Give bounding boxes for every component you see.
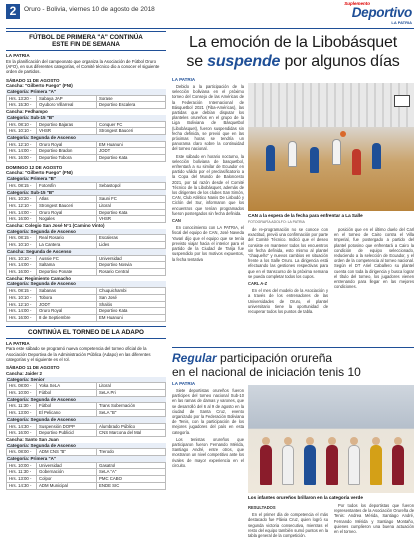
- basketball-photo: [248, 83, 414, 211]
- fixture-home: Deportivo Tobora: [37, 155, 97, 162]
- fixture-time: Hrs. 16:00 -: [7, 430, 37, 437]
- fixture-table: [6, 255, 166, 276]
- venue-heading: Cancha: "Gilberto Fuego" (FNI): [6, 170, 73, 176]
- headline-highlight: Regular: [172, 351, 217, 365]
- fixture-home: Oyuboro Villarreal: [37, 102, 97, 109]
- fixture-row: [7, 121, 166, 128]
- fixture-home: Fútbol: [37, 390, 97, 397]
- fixture-time: Hrs. 14:00 -: [7, 148, 37, 155]
- article-body-col1: Debido a la participación de la selección boliviana en el próximo torneo del Consejo de las Américas de la Federación Internacional de Básquetbol 2021 (Fiba-Américas), las partidas que debían disputar los planteles orureños en el grupo de la Liga Boliviana de Básquetbol (Libobásquet), fueron suspendidas sin fecha definida, se previó que en las próximas horas se tendría un panorama claro sobre la continuidad del torneo nacional. Este sábado en horario nocturno, la selección boliviana de basquetbol, enfrentará a su similar de Ecuador en partido válido por el preclasificatorio a la Copa del Mundo de Baloncesto 2021, por tal razón desde el Comité Técnico de la Libobásquet, además de los dirigentes de los clubes San Simón, CAN, Club Atlético Nanis De Lisbodó y Ciclón del Sur, informaron que los encuentros que tenían programados fueron postergados sin fecha definida. CAN En conocimiento con LA PATRIA, el fiscal del equipo de CAN, José Naveda Yavari dijo que el equipo que se tenía previsto viajar hacia el interior para el partido de la Ciudad de Tarija fue suspendido por los motivos expuestos, la fecha tentativa: [172, 84, 244, 262]
- fixture-row: [7, 383, 166, 390]
- fixture-time: Hrs. 10:10 -: [7, 255, 37, 262]
- fixture-home: Oruro Royal: [37, 209, 97, 216]
- fixture-away: Sebastopol: [97, 182, 166, 189]
- fixture-row: [7, 262, 166, 269]
- fixture-time: Hrs. 15:30 -: [7, 102, 37, 109]
- category-heading: Categoría: Primera "A": [6, 456, 166, 462]
- fixture-home: La Cantera: [37, 242, 97, 249]
- fixture-row: [7, 155, 166, 162]
- fixture-row: [7, 268, 166, 275]
- fixture-away: SeLA "A": [97, 469, 166, 476]
- fixture-table: [6, 448, 166, 456]
- fixture-time: Hrs. 16:00 -: [7, 314, 37, 321]
- fixture-table: [6, 382, 166, 396]
- headline-tennis: Regular participación orureña en el nacional de iniciación tenis 10: [172, 351, 361, 379]
- day-heading: SÁBADO 11 DE AGOSTO: [6, 365, 60, 371]
- schedule-column: [6, 31, 166, 542]
- fixture-home: Fotorsfin: [37, 182, 97, 189]
- day-heading: SÁBADO 11 DE AGOSTO: [6, 77, 60, 83]
- fixture-home: Sabanas: [37, 288, 97, 295]
- category-heading: Categoría: Sub-15 "B": [6, 190, 166, 196]
- fixture-table: [6, 182, 166, 190]
- fixture-time: Hrs. 08:15 -: [7, 182, 37, 189]
- fixture-row: [7, 141, 166, 148]
- article-body-col3: Por todos los deportistas que fueron representantes de la Asociación Orureña de Tenis: Andrea Mérida, Santiago André, Fernando Mérida y Santiago Montaño, quienes cumplieron una buena actuación en el torneo.: [334, 503, 414, 535]
- fixture-time: Hrs. 08:15 -: [7, 288, 37, 295]
- fixture-row: [7, 403, 166, 410]
- fixture-home: ADM CNS "B": [37, 449, 97, 456]
- category-heading: Categoría: Segunda de Ascenso: [6, 443, 166, 449]
- fixture-home: Universidad: [37, 462, 97, 469]
- venue-heading: Cancha: Fedhampo: [6, 109, 48, 115]
- fixture-row: [7, 95, 166, 102]
- fixture-row: [7, 102, 166, 109]
- fixture-row: [7, 182, 166, 189]
- fixture-row: [7, 202, 166, 209]
- fixture-away: Sorase: [97, 95, 166, 102]
- fixture-home: Yoka SeLA: [37, 383, 97, 390]
- article-body-col2: de re-programación no se conoce con exactitud, previó una confirmación por parte del Comité Técnico. Indicó que el deseo consiste en mantener todos los encuentros sin fecha definida, esto mismo al plantel "chaqueño" y nuevos cambios en situación frente a los Salle Oruro. La dirigencia está efectuando las gestiones respectivas para que en el transcurso de la próxima semana se pueda completar todos los cupos. CARL A-Z En el mes del modelo de la Asociación y a través de los entrenadores de las Universidades de Oruro, el plantel universitario tiene la oportunidad de recuperar todos los puntos de tabla.: [248, 227, 328, 315]
- fixture-home: Oruro Royal: [37, 308, 97, 315]
- fixture-row: [7, 242, 166, 249]
- category-heading: Categoría: Sub-15 "B": [6, 115, 166, 121]
- intro-text: En la planificación del campeonato que organiza la Asociación de Fútbol Oruro (AFO), en sus diferentes categorías, el Comité técnico dio a conocer el siguiente orden de partidos.: [6, 58, 160, 75]
- fixture-home: Sabaya JAP: [37, 95, 97, 102]
- category-heading: Categoría: Senior: [6, 377, 166, 383]
- venue-heading: Cancha: Regimiento Camacho: [6, 275, 72, 281]
- fixture-time: Hrs. 16:00 -: [7, 155, 37, 162]
- fixture-time: Hrs. 13:20 -: [7, 95, 37, 102]
- fixture-home: Deportivo Bajaras: [37, 121, 97, 128]
- fixture-time: Hrs. 10:10 -: [7, 294, 37, 301]
- section-tag: LA PATRIA: [6, 340, 30, 346]
- fixture-home: Atlas: [37, 196, 97, 203]
- fixture-home: Aussie FC: [37, 255, 97, 262]
- section-tag: LA PATRIA: [6, 53, 30, 58]
- fixture-away: Deportivo Escalera: [97, 102, 166, 109]
- fixture-table: [6, 423, 166, 437]
- fixture-away: Sauni FC: [97, 196, 166, 203]
- fixture-row: [7, 148, 166, 155]
- fixture-home: JODT: [37, 301, 97, 308]
- fixture-time: Hrs. 14:30 -: [7, 423, 37, 430]
- venue-heading: Cancha: Colegio San José N°1 (Camino Vinto): [6, 223, 105, 229]
- fixture-row: [7, 462, 166, 469]
- fixture-away: Shalós: [97, 301, 166, 308]
- fixture-row: [7, 255, 166, 262]
- fixture-away: Conquer FC: [97, 121, 166, 128]
- fixture-away: Litoral: [97, 383, 166, 390]
- masthead: [0, 0, 420, 30]
- fixture-time: Hrs. 10:10 -: [7, 242, 37, 249]
- day-heading: DOMINGO 12 DE AGOSTO: [6, 164, 63, 170]
- category-heading: Categoría: Primera "A": [6, 89, 166, 95]
- fixture-home: Strongest Bauceri: [37, 202, 97, 209]
- fixture-home: El Pelicano: [37, 410, 97, 417]
- fixture-time: Hrs. 08:00 -: [7, 449, 37, 456]
- fixture-row: [7, 308, 166, 315]
- page-number: 2: [6, 4, 20, 19]
- fixture-time: Hrs. 16:00 -: [7, 268, 37, 275]
- fixture-home: 8 de Septiembre: [37, 314, 97, 321]
- fixture-home: Colpor: [37, 476, 97, 483]
- section-divider: [172, 347, 414, 348]
- fixture-row: [7, 301, 166, 308]
- fixture-away: EM Huanuni: [97, 141, 166, 148]
- articles-column: [172, 31, 414, 542]
- headline-basketball: La emoción de la Libobásquet se suspende por algunos días: [186, 34, 400, 70]
- fixture-away: Alumbrado Público: [97, 423, 166, 430]
- fixture-table: [6, 462, 166, 490]
- dateline: Oruro - Bolivia, viernes 10 de agosto de 2018: [24, 6, 155, 13]
- fixture-away: VHSR: [97, 216, 166, 223]
- fixture-home: Deportivo Bradon: [37, 148, 97, 155]
- fixture-time: Hrs. 16:00 -: [7, 216, 37, 223]
- fixture-away: SeLA "B": [97, 410, 166, 417]
- fixture-row: [7, 423, 166, 430]
- fixture-row: [7, 235, 166, 242]
- fixture-time: Hrs. 12:10 -: [7, 301, 37, 308]
- fixture-home: Gobernación: [37, 469, 97, 476]
- headline-highlight: suspende: [207, 53, 281, 70]
- photo-caption: CAN a la espera de la fecha para enfrentar a La Salle: [248, 213, 363, 218]
- fixture-row: [7, 216, 166, 223]
- fixture-away: Deportivo Nosvia: [97, 262, 166, 269]
- logo-super: Suplemento: [344, 1, 370, 6]
- photo-credit: FOTOGRAFÍA ADOLFO: LA PATRIA: [248, 220, 305, 224]
- category-heading: Categoría: Segunda de Ascenso: [6, 229, 166, 235]
- article-body-col3: posición que en el último duelo del Carl en el torneo de Cairo contra el Villa Imperial, fue postergado a partido del plantel potosino que enfrentará a Cairo la condición de equipo seleccionado, reduciendo a la selección de Ecuador, y el orden de la competencia al torneo nacional. Según el DT Ariel Caballero su plantel cuenta con toda la dirigencia y busca lograr el título del torneo, los jugadores vienen entrenando para llegar en las mejores condiciones.: [334, 227, 414, 290]
- fixture-row: [7, 196, 166, 203]
- fixture-table: [6, 234, 166, 248]
- fixture-home: Nogales: [37, 216, 97, 223]
- fixture-time: Hrs. 08:10 -: [7, 121, 37, 128]
- fixture-away: Gasatrol: [97, 462, 166, 469]
- fixture-time: Hrs. 10:00 -: [7, 462, 37, 469]
- fixture-time: Hrs. 08:15 -: [7, 235, 37, 242]
- fixture-row: [7, 128, 166, 135]
- fixture-time: Hrs. 12:10 -: [7, 202, 37, 209]
- fixture-row: [7, 410, 166, 417]
- fixture-away: Litoral: [97, 202, 166, 209]
- venue-heading: Cancha: "Gilberto Fuego" (FNI): [6, 83, 73, 89]
- venue-heading: Cancha: Santo San Juan: [6, 436, 59, 442]
- adapo-box-title: CONTINÚA EL TORNEO DE LA ADAPO: [6, 326, 166, 339]
- article-body-col1: Siete deportistas orureños fueron partícipes del torneo nacional Sub-10 en las ramas de damas y varones, que se desarrolló del 6 al 9 de agosto en la ciudad de Santa Cruz, evento organizado por la Federación Boliviana de Tenis, con la participación de los mejores jugadores del país en esta categoría. Los tenistas orureños que participaron fueron Fernando Mérida, Santiago André, entre otros, que mostraron un nivel competitivo ante los rivales de mayor experiencia en el circuito.: [172, 388, 244, 468]
- fixture-row: [7, 430, 166, 437]
- fixture-row: [7, 294, 166, 301]
- fixture-row: [7, 469, 166, 476]
- fixture-time: Hrs. 10:10 -: [7, 128, 37, 135]
- fixture-away: CNS Marcona del Mal: [97, 430, 166, 437]
- fixture-time: Hrs. 14:00 -: [7, 209, 37, 216]
- fixture-home: Real Rosario: [37, 235, 97, 242]
- venue-heading: Cancha: Jaider 2: [6, 370, 43, 376]
- fixture-away: Deportivo Kata: [97, 209, 166, 216]
- fixture-table: [6, 95, 166, 109]
- section-tag: LA PATRIA: [172, 77, 196, 82]
- fixture-time: Hrs. 11:30 -: [7, 469, 37, 476]
- fixture-row: [7, 482, 166, 489]
- fixture-table: [6, 121, 166, 135]
- fixture-row: [7, 288, 166, 295]
- logo: [322, 1, 414, 29]
- fixture-away: Escaleras: [97, 235, 166, 242]
- fixture-home: Deportivo Ponate: [37, 268, 97, 275]
- fixture-time: Hrs. 11:30 -: [7, 403, 37, 410]
- fixture-away: San José: [97, 294, 166, 301]
- intro-text: Para este sábado se programó nueva competencia del torneo oficial de la Asociación Deportiva de la Administración Pública (Adapo) en las diferentes categorías y el siguiente es el rol.: [6, 346, 151, 362]
- fixture-row: [7, 476, 166, 483]
- fixture-time: Hrs. 10:00 -: [7, 390, 37, 397]
- photo-caption: Los infantes orureños brillaron en la categoría verde: [248, 495, 363, 500]
- fixture-row: [7, 314, 166, 321]
- fixture-table: [6, 287, 166, 322]
- fixture-away: EM Huanuni: [97, 314, 166, 321]
- fixture-away: Rosario Central: [97, 268, 166, 275]
- fixture-table: [6, 402, 166, 416]
- fixture-time: Hrs. 10:20 -: [7, 196, 37, 203]
- category-heading: Categoría: Primera "B": [6, 176, 166, 182]
- fixture-time: Hrs. 13:00 -: [7, 476, 37, 483]
- fixture-row: [7, 390, 166, 397]
- fixture-time: Hrs. 08:00 -: [7, 383, 37, 390]
- category-heading: Categoría: Segunda de Ascenso: [6, 397, 166, 403]
- fixture-away: Universidad: [97, 255, 166, 262]
- category-heading: Categoría: Segunda de Ascenso: [6, 417, 166, 423]
- category-heading: Categoría: Segunda de Ascenso: [6, 135, 166, 141]
- fixture-home: Oruro Royal: [37, 141, 97, 148]
- fixture-away: Trerodo: [97, 449, 166, 456]
- fixture-home: ADM Municipal: [37, 482, 97, 489]
- fixture-away: Deportivo Kata: [97, 155, 166, 162]
- fixture-time: Hrs. 14:30 -: [7, 482, 37, 489]
- fixture-away: Trans Sobernación: [97, 403, 166, 410]
- article-body-col2: RESULTADOS En el primer día de competencia el más destacado fue Flávia Cruz, quien logró su segunda victoria consecutiva, mientras el resto del equipo también sumó puntos en la tabla general de la competición.: [248, 505, 328, 539]
- fixture-home: Suspensión DOPP: [37, 423, 97, 430]
- logo-sub: LA PATRIA: [391, 20, 412, 25]
- fixture-away: SeLA Pri: [97, 390, 166, 397]
- category-heading: Cancha: Segunda de Ascenso: [6, 249, 166, 255]
- fixture-time: Hrs. 14:00 -: [7, 308, 37, 315]
- fixture-away: Chuquichambi: [97, 288, 166, 295]
- fixture-away: Strongest Bauceri: [97, 128, 166, 135]
- fixture-home: VHSR: [37, 128, 97, 135]
- fixture-home: Tobora: [37, 294, 97, 301]
- football-box-title: FÚTBOL DE PRIMERA "A" CONTINÚA ESTE FIN DE SEMANA: [6, 31, 166, 51]
- fixture-row: [7, 209, 166, 216]
- fixture-table: [6, 141, 166, 162]
- fixture-time: Hrs. 14:00 -: [7, 262, 37, 269]
- fixture-away: Lides: [97, 242, 166, 249]
- tennis-photo: [248, 385, 414, 493]
- top-rule: [6, 28, 414, 29]
- fixture-away: PMC CABO: [97, 476, 166, 483]
- fixture-away: ENDE SIC: [97, 482, 166, 489]
- fixture-home: Deportivo Publicid: [37, 430, 97, 437]
- logo-brand: Deportivo: [351, 5, 412, 20]
- fixture-time: Hrs. 12:10 -: [7, 141, 37, 148]
- fixture-row: [7, 449, 166, 456]
- fixture-time: Hrs. 13:00 -: [7, 410, 37, 417]
- category-heading: Categoría: Segunda de Ascenso: [6, 281, 166, 287]
- section-tag: LA PATRIA: [172, 381, 196, 386]
- fixture-away: JODT: [97, 148, 166, 155]
- fixture-table: [6, 195, 166, 223]
- fixture-home: Fútbol: [37, 403, 97, 410]
- fixture-home: Saltama: [37, 262, 97, 269]
- fixture-away: Deportivo Kata: [97, 308, 166, 315]
